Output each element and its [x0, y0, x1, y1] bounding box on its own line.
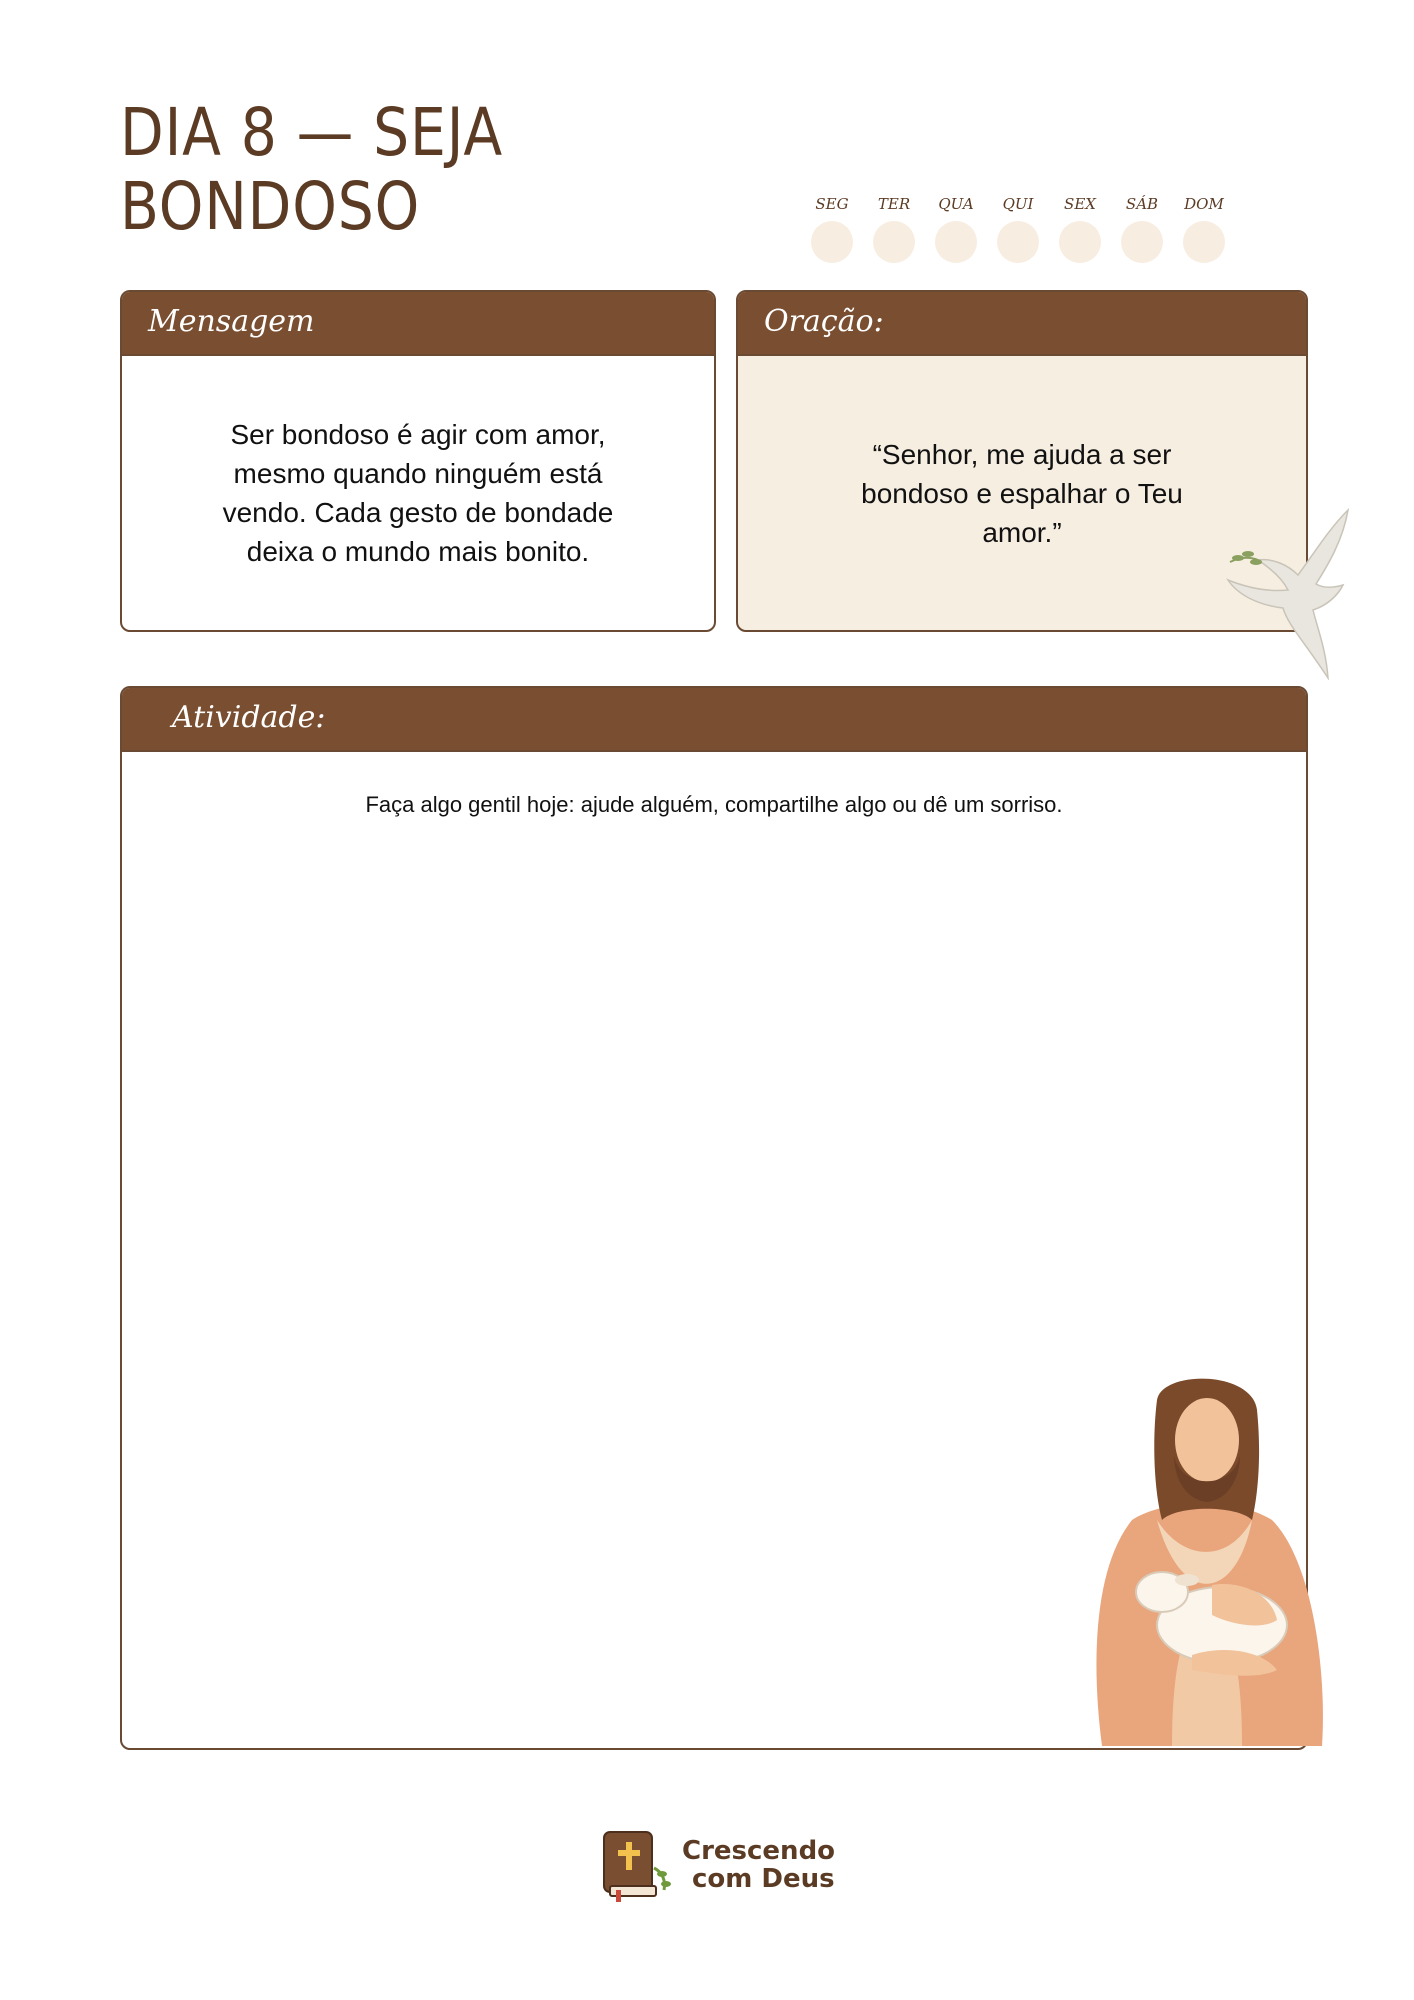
day-checkbox[interactable] [1121, 221, 1163, 263]
bible-book-icon [596, 1828, 672, 1902]
activity-card-title: Atividade: [172, 700, 326, 735]
page-title-line1: DIA 8 — SEJA [120, 94, 504, 171]
message-text: Ser bondoso é agir com amor, mesmo quando ninguém está vendo. Cada gesto de bondade deixa o mundo mais bonito. [222, 419, 614, 567]
day-label: SEG [815, 195, 849, 213]
prayer-card-header [738, 292, 1306, 356]
brand-logo [596, 1828, 835, 1902]
message-card-title: Mensagem [148, 304, 315, 339]
brand-name-line1: Crescendo [682, 1836, 836, 1866]
day-label: QUI [1002, 195, 1034, 213]
brand-name-line2: com Deus [692, 1864, 835, 1894]
day-checkbox[interactable] [1183, 221, 1225, 263]
day-checkbox[interactable] [811, 221, 853, 263]
day-qui[interactable] [998, 193, 1038, 263]
day-sex[interactable] [1060, 193, 1100, 263]
activity-card-header [122, 688, 1306, 752]
day-label: SEX [1064, 195, 1096, 213]
jesus-with-lamb-illustration [1062, 1370, 1352, 1746]
message-card-header [122, 292, 714, 356]
day-sab[interactable] [1122, 193, 1162, 263]
day-label: SÁB [1125, 195, 1159, 213]
day-label: TER [877, 195, 911, 213]
prayer-card-title: Oração: [764, 304, 884, 339]
page-title [120, 96, 503, 244]
day-checkbox[interactable] [997, 221, 1039, 263]
day-label: DOM [1184, 195, 1224, 213]
dove-illustration [1178, 500, 1378, 680]
day-ter[interactable] [874, 193, 914, 263]
day-checkbox[interactable] [935, 221, 977, 263]
page-title-line2: BONDOSO [120, 168, 421, 245]
message-card [120, 290, 716, 632]
day-seg[interactable] [812, 193, 852, 263]
prayer-text: “Senhor, me ajuda a ser bondoso e espalhar o Teu amor.” [861, 438, 1183, 548]
day-checkbox[interactable] [1059, 221, 1101, 263]
day-label: QUA [938, 195, 974, 213]
weekday-tracker [812, 193, 1224, 263]
activity-text: Faça algo gentil hoje: ajude alguém, compartilhe algo ou dê um sorriso. [365, 792, 1063, 817]
day-checkbox[interactable] [873, 221, 915, 263]
day-dom[interactable] [1184, 193, 1224, 263]
day-qua[interactable] [936, 193, 976, 263]
